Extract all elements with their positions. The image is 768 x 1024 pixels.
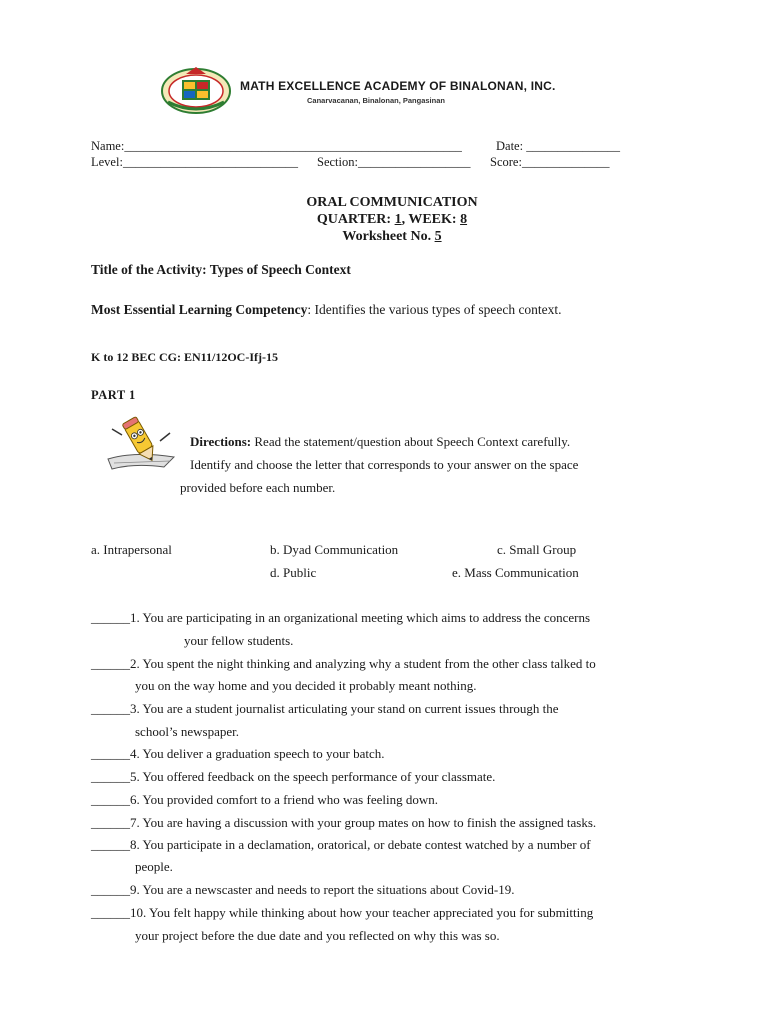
worksheet-num: 5 <box>434 229 442 244</box>
level-line[interactable]: ____________________________ <box>122 155 298 169</box>
item-3: ______3. You are a student journalist articulating your stand on current issues through the <box>91 701 559 716</box>
score-label: Score: <box>490 155 522 169</box>
pencil-mascot-icon <box>104 415 178 475</box>
directions-line-2: Identify and choose the letter that corresponds to your answer on the space <box>190 457 579 472</box>
item-7: ______7. You are having a discussion with your group mates on how to finish the assigned tasks. <box>91 815 597 830</box>
item-10-cont: your project before the due date and you reflected on why this was so. <box>135 928 500 943</box>
item-5: ______5. You offered feedback on the speech performance of your classmate. <box>91 769 496 784</box>
directions-line-3: provided before each number. <box>180 480 336 495</box>
item-2: ______2. You spent the night thinking and analyzing why a student from the other class talked to <box>91 656 596 671</box>
level-label: Level: <box>91 155 123 169</box>
section-line[interactable]: __________________ <box>357 155 471 169</box>
item-9: ______9. You are a newscaster and needs to report the situations about Covid-19. <box>91 882 515 897</box>
item-2-cont: you on the way home and you decided it probably meant nothing. <box>135 678 477 693</box>
item-6: ______6. You provided comfort to a friend who was feeling down. <box>91 792 438 807</box>
section-label: Section: <box>317 155 358 169</box>
choice-c: c. Small Group <box>497 542 577 557</box>
school-logo-icon <box>160 64 232 116</box>
directions-text-1: Read the statement/question about Speech Context carefully. <box>251 434 571 449</box>
item-10: ______10. You felt happy while thinking about how your teacher appreciated you for submitting <box>91 905 594 920</box>
worksheet-number <box>0 229 768 245</box>
subject-title: ORAL COMMUNICATION <box>306 195 478 210</box>
quarter-prefix: QUARTER: <box>316 212 395 227</box>
directions-line-1 <box>190 434 570 450</box>
item-8: ______8. You participate in a declamation, oratorical, or debate contest watched by a number of <box>91 837 591 852</box>
choice-e: e. Mass Communication <box>452 565 579 580</box>
section-field[interactable] <box>317 155 470 170</box>
score-field[interactable] <box>490 155 609 170</box>
choice-d: d. Public <box>270 565 317 580</box>
level-field[interactable] <box>91 155 298 170</box>
school-name: MATH EXCELLENCE ACADEMY OF BINALONAN, INC. <box>240 79 556 93</box>
quarter-number: 1 <box>394 212 402 227</box>
competency <box>91 302 562 318</box>
score-line[interactable]: ______________ <box>521 155 610 169</box>
item-3-cont: school’s newspaper. <box>135 724 239 739</box>
week-prefix: , WEEK: <box>401 212 461 227</box>
curriculum-code: K to 12 BEC CG: EN11/12OC-Ifj-15 <box>91 350 278 364</box>
date-field[interactable] <box>496 139 620 154</box>
week-number: 8 <box>460 212 468 227</box>
worksheet-prefix: Worksheet No. <box>342 229 435 244</box>
quarter-week <box>0 212 768 228</box>
name-field[interactable] <box>91 139 462 154</box>
date-line[interactable]: _______________ <box>526 139 620 153</box>
directions-label: Directions: <box>190 434 252 449</box>
choice-b: b. Dyad Communication <box>270 542 399 557</box>
date-label: Date: <box>496 139 524 153</box>
item-1-cont: your fellow students. <box>184 633 294 648</box>
item-4: ______4. You deliver a graduation speech to your batch. <box>91 746 385 761</box>
school-address: Canarvacanan, Binalonan, Pangasinan <box>307 96 445 105</box>
competency-label: Most Essential Learning Competency <box>91 302 308 317</box>
activity-title: Title of the Activity: Types of Speech Context <box>91 262 351 277</box>
name-label: Name: <box>91 139 125 153</box>
part-heading: PART 1 <box>91 388 136 402</box>
name-line[interactable]: ______________________________________________________ <box>124 139 462 153</box>
item-8-cont: people. <box>135 859 173 874</box>
item-1: ______1. You are participating in an organizational meeting which aims to address the concerns <box>91 610 591 625</box>
competency-text: : Identifies the various types of speech context. <box>307 302 562 317</box>
choice-a: a. Intrapersonal <box>91 542 172 557</box>
